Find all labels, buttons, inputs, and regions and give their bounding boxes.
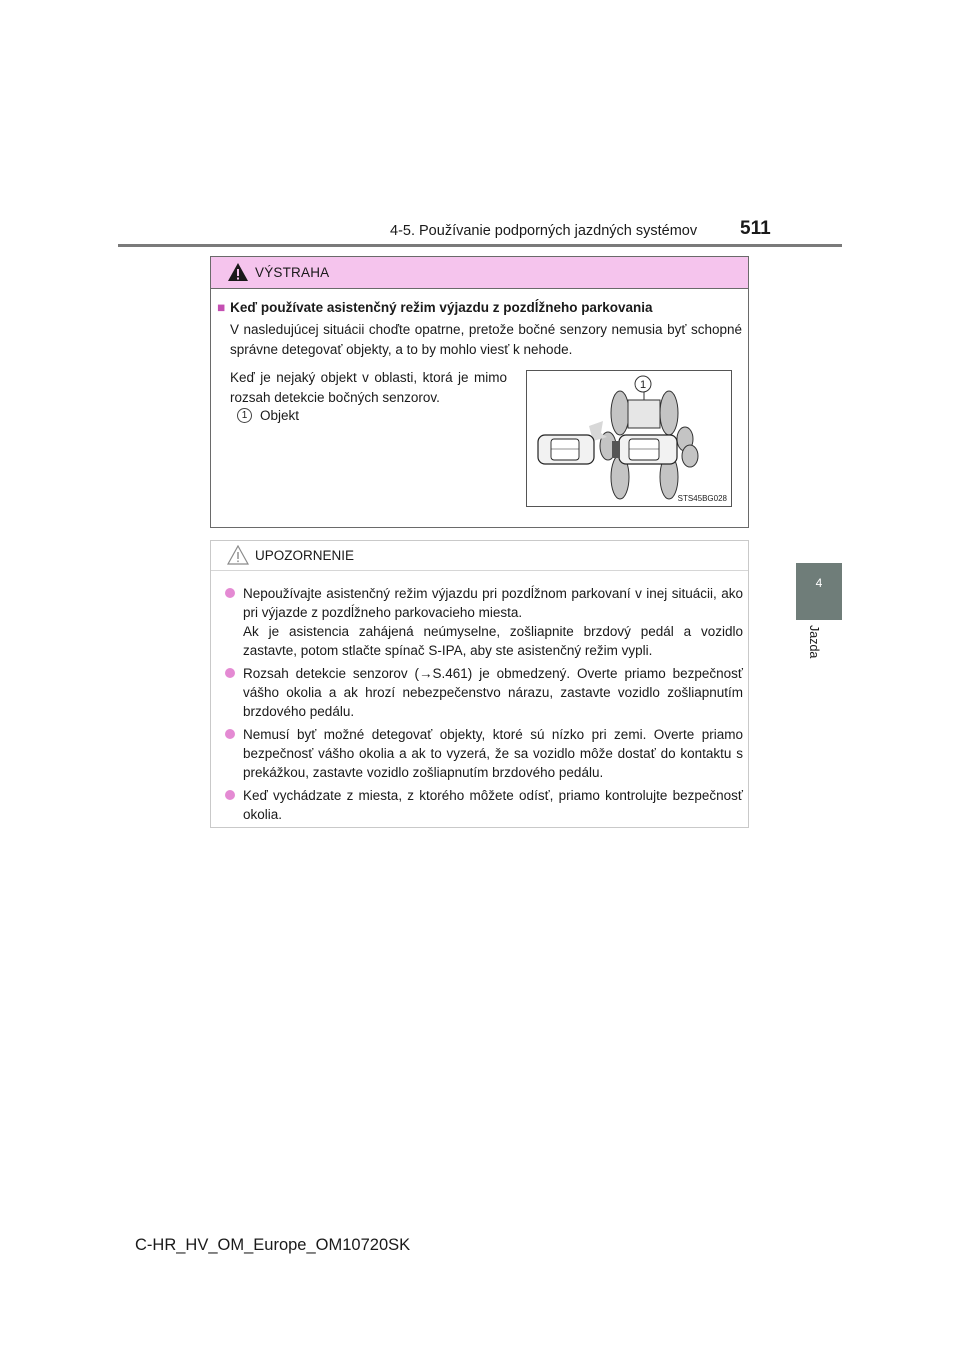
- header-section-title: 4-5. Používanie podporných jazdných systémov: [390, 223, 698, 239]
- caution-item-text: Rozsah detekcie senzorov (→S.461) je obmedzený. Overte priamo bezpečnosť vášho okolia a ak hrozí nebezpečenstvo nárazu, zastavte vozidlo zošliapnutím brzdového pedálu.: [243, 666, 743, 719]
- legend-number: 1: [237, 408, 252, 423]
- caution-item: [225, 786, 743, 824]
- bullet-icon: [225, 668, 235, 678]
- square-bullet-icon: ■: [217, 300, 226, 315]
- caution-icon: [227, 545, 249, 565]
- bullet-icon: [225, 729, 235, 739]
- caution-item: [225, 725, 743, 782]
- warning-heading: [217, 300, 652, 315]
- caution-list: [225, 584, 743, 828]
- chapter-tab-label: Jazda: [807, 625, 821, 659]
- chapter-tab: [796, 563, 842, 620]
- warning-intro: V nasledujúcej situácii choďte opatrne, pretože bočné senzory nemusia byť schopné správne detegovať objekty, a to by mohlo viesť k nehode.: [230, 322, 742, 357]
- figure-callout-number: 1: [639, 379, 647, 391]
- warning-case-text: Keď je nejaký objekt v oblasti, ktorá je mimo rozsah detekcie bočných senzorov.: [230, 370, 507, 405]
- parking-diagram: [526, 370, 732, 507]
- caution-item-text: Nemusí byť možné detegovať objekty, ktoré sú nízko pri zemi. Overte priamo bezpečnosť vášho okolia a ak to vyzerá, že sa vozidlo môže dostať do kontaktu s prekážkou, zastavte vozidlo zošliapnutím brzdového pedálu.: [243, 727, 743, 780]
- warning-header: [211, 257, 748, 289]
- caution-title: UPOZORNENIE: [255, 548, 355, 563]
- caution-item-text: Nepoužívajte asistenčný režim výjazdu pri pozdĺžnom parkovaní v inej situácii, ako pri výjazde z pozdĺžneho parkovacieho miesta. Ak je asistencia zahájená neúmyselne, zošliapnite brzdový pedál a vozidlo zastavte, potom stlačte spínač S-IPA, aby ste asistenčný režim vypli.: [243, 586, 743, 658]
- warning-box: [210, 256, 749, 528]
- caution-header: [211, 541, 748, 571]
- warning-heading-text: Keď používate asistenčný režim výjazdu z pozdĺžneho parkovania: [230, 300, 653, 315]
- caution-box: [210, 540, 749, 828]
- figure-code: STS45BG028: [677, 494, 727, 503]
- bullet-icon: [225, 588, 235, 598]
- chapter-tab-number: 4: [815, 576, 823, 590]
- caution-item-text: Keď vychádzate z miesta, z ktorého môžete odísť, priamo kontrolujte bezpečnosť okolia.: [243, 788, 743, 822]
- warning-icon: [227, 262, 249, 282]
- bullet-icon: [225, 790, 235, 800]
- footer-document-code: C-HR_HV_OM_Europe_OM10720SK: [135, 1236, 411, 1254]
- legend-label: Objekt: [260, 408, 300, 423]
- caution-item: [225, 584, 743, 660]
- header-rule: [118, 244, 842, 247]
- page-number: 511: [740, 218, 771, 239]
- parking-diagram-illustration: [527, 371, 731, 506]
- figure-legend: [237, 408, 299, 423]
- warning-title: VÝSTRAHA: [255, 265, 330, 280]
- caution-item: [225, 664, 743, 721]
